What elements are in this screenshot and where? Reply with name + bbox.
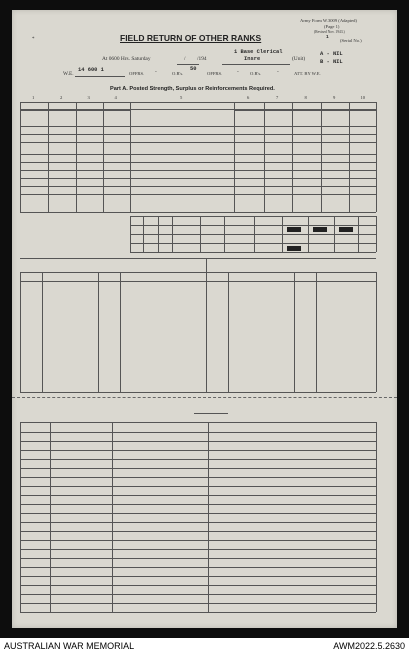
part-b-top: [20, 258, 376, 259]
analysis-col-rule: [334, 216, 335, 252]
part-d-row-rule: [20, 576, 376, 577]
part-d-row-rule: [20, 594, 376, 595]
part-d-row-rule: [20, 549, 376, 550]
ors-label-2: O.R's.: [250, 71, 262, 76]
footer-bar: [0, 638, 409, 653]
part-d-col-rule: [376, 422, 377, 612]
row-rule: [20, 170, 376, 171]
part-d-row-rule: [20, 612, 376, 613]
row-rule: [20, 178, 376, 179]
column-number: 8: [304, 95, 307, 100]
bc-header-bottom: [20, 281, 376, 282]
form-page: Army Form W.3009 (Adapted) (Page 1) (Revised Nov. 1943.) 1 (Serial No.) * FIELD RETURN OF OTHER RANKS At 0600 Hrs. Saturday / /194 1 Base Clerical Insre (Unit) A - NIL B - NIL W.E. 14 600 1 OFFRS. - O.R's. 50 OFFRS. - O.R's. - ATT. BY W.E. Part A. Posted Strength, Surplus or Reinforcements Required. 1 2 3 4 5 6 7 8 9 10: [12, 10, 397, 628]
analysis-col-rule: [224, 216, 225, 252]
redaction-block: [313, 227, 327, 232]
att-by-we-label: ATT. BY W.E.: [294, 71, 321, 76]
row-rule: [20, 134, 376, 135]
ors-value: 50: [190, 66, 197, 72]
unit-label: (Unit): [292, 56, 306, 62]
analysis-col-rule: [282, 216, 283, 252]
part-d-row-rule: [20, 603, 376, 604]
analysis-col-rule: [143, 216, 144, 252]
column-number: 1: [32, 95, 35, 100]
unit-name-typed: 1 Base Clerical: [234, 49, 283, 55]
bc-col-rule: [206, 272, 207, 392]
column-rule: [76, 102, 77, 212]
unit-name-typed-2: Insre: [244, 56, 261, 62]
year-label: /194: [197, 56, 207, 62]
analysis-row-rule: [130, 234, 376, 235]
analysis-col-rule: [254, 216, 255, 252]
footer-accession-number: AWM2022.5.2630: [333, 641, 405, 651]
row-rule: [20, 212, 376, 213]
sub-rule: [234, 110, 376, 111]
part-a-title: Part A. Posted Strength, Surplus or Reinforcements Required.: [110, 86, 275, 92]
bc-col-rule: [20, 272, 21, 392]
row-rule: [20, 194, 376, 195]
perforation-line: [12, 397, 397, 398]
column-rule: [48, 102, 49, 212]
part-d-row-rule: [20, 477, 376, 478]
part-d-col-rule: [20, 422, 21, 612]
part-d-row-rule: [20, 522, 376, 523]
redaction-block: [287, 246, 301, 251]
part-d-row-rule: [20, 486, 376, 487]
column-rule: [264, 102, 265, 212]
table-top-rule: [20, 102, 376, 103]
column-rule: [103, 102, 104, 212]
part-d-row-rule: [20, 540, 376, 541]
part-d-row-rule: [20, 531, 376, 532]
part-d-col-rule: [112, 422, 113, 612]
redaction-block: [287, 227, 301, 232]
part-d-row-rule: [20, 459, 376, 460]
column-rule: [234, 102, 235, 212]
column-number: 4: [114, 95, 117, 100]
analysis-row-rule: [130, 252, 376, 253]
header-bottom-rule: [20, 126, 376, 127]
bc-col-rule: [42, 272, 43, 392]
offrs-label-1: OFFRS.: [129, 71, 145, 76]
analysis-col-rule: [200, 216, 201, 252]
row-rule: [20, 142, 376, 143]
column-number: 3: [87, 95, 90, 100]
redaction-block: [339, 227, 353, 232]
column-number: 5: [180, 95, 183, 100]
column-rule: [20, 102, 21, 212]
serial-value: 1: [326, 35, 329, 40]
form-title: FIELD RETURN OF OTHER RANKS: [120, 33, 262, 43]
b-nil: B - NIL: [320, 59, 343, 65]
part-d-col-rule: [208, 422, 209, 612]
we-value: 14 600 1: [78, 67, 104, 73]
column-number: 10: [360, 95, 366, 100]
serial-label: (Serial No.): [340, 38, 362, 43]
bc-bottom: [20, 392, 376, 393]
sub-rule: [20, 110, 130, 111]
row-rule: [20, 154, 376, 155]
analysis-header-rule: [130, 225, 376, 226]
column-number: 2: [60, 95, 63, 100]
part-d-row-rule: [20, 513, 376, 514]
column-rule: [349, 102, 350, 212]
part-d-unit-blank: [194, 413, 228, 414]
bc-col-rule: [316, 272, 317, 392]
part-d-row-rule: [20, 441, 376, 442]
at-time-label: At 0600 Hrs. Saturday: [102, 56, 151, 62]
analysis-col-rule: [158, 216, 159, 252]
form-page-ref: (Page 1): [324, 24, 340, 29]
analysis-col-rule: [376, 216, 377, 252]
offrs-label-2: OFFRS.: [207, 71, 223, 76]
row-rule: [20, 186, 376, 187]
form-revision: (Revised Nov. 1943.): [314, 30, 345, 34]
column-rule: [292, 102, 293, 212]
bc-col-rule: [376, 272, 377, 392]
part-d-col-rule: [50, 422, 51, 612]
bc-header-rule: [20, 272, 376, 273]
bc-col-rule: [98, 272, 99, 392]
we-label: W.E.: [63, 71, 74, 77]
part-d-row-rule: [20, 585, 376, 586]
column-number: 6: [247, 95, 250, 100]
part-d-top: [20, 422, 376, 423]
column-rule: [376, 102, 377, 212]
a-nil: A - NIL: [320, 51, 343, 57]
analysis-row-rule: [130, 243, 376, 244]
part-d-header-rule: [20, 432, 376, 433]
part-d-row-rule: [20, 567, 376, 568]
part-d-row-rule: [20, 504, 376, 505]
analysis-col-rule: [358, 216, 359, 252]
part-d-row-rule: [20, 468, 376, 469]
bc-col-rule: [228, 272, 229, 392]
form-number: Army Form W.3009 (Adapted): [300, 18, 357, 23]
analysis-col-rule: [172, 216, 173, 252]
analysis-col-rule: [308, 216, 309, 252]
row-rule: [20, 162, 376, 163]
analysis-top: [130, 216, 376, 217]
part-d-row-rule: [20, 450, 376, 451]
column-rule: [321, 102, 322, 212]
bc-col-rule: [120, 272, 121, 392]
column-rule: [130, 102, 131, 212]
bc-col-rule: [294, 272, 295, 392]
column-number: 7: [276, 95, 279, 100]
analysis-col-rule: [130, 216, 131, 252]
ors-label-1: O.R's.: [172, 71, 184, 76]
part-d-row-rule: [20, 558, 376, 559]
part-d-row-rule: [20, 495, 376, 496]
footer-institution: AUSTRALIAN WAR MEMORIAL: [4, 641, 135, 651]
column-number: 9: [333, 95, 336, 100]
